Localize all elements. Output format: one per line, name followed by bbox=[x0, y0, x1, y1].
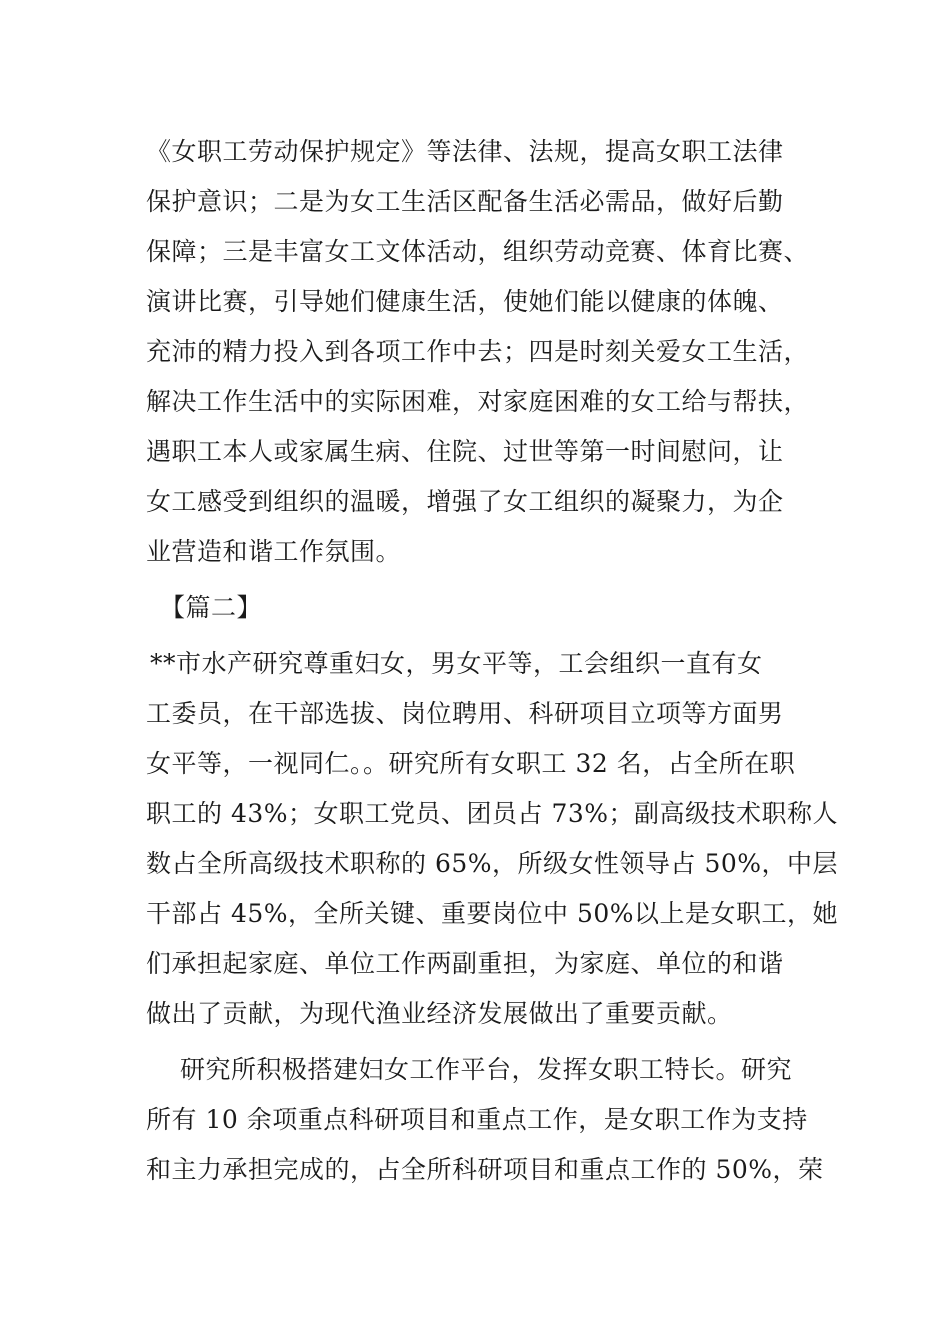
text-line: 女平等，一视同仁。。研究所有女职工 32 名，占全所在职 bbox=[146, 749, 796, 778]
text-line: 保障；三是丰富女工文体活动，组织劳动竞赛、体育比赛、 bbox=[146, 237, 810, 266]
text-line: 演讲比赛，引导她们健康生活，使她们能以健康的体魄、 bbox=[146, 287, 784, 316]
text-line: 和主力承担完成的，占全所科研项目和重点工作的 50%，荣 bbox=[146, 1155, 824, 1184]
text-line: 数占全所高级技术职称的 65%，所级女性领导占 50%，中层 bbox=[146, 849, 839, 878]
text-line: 女工感受到组织的温暖，增强了女工组织的凝聚力，为企 bbox=[146, 487, 784, 516]
text-line: 们承担起家庭、单位工作两副重担，为家庭、单位的和谐 bbox=[146, 949, 784, 978]
text-line: 工委员，在干部选拔、岗位聘用、科研项目立项等方面男 bbox=[146, 699, 784, 728]
text-line: 保护意识；二是为女工生活区配备生活必需品，做好后勤 bbox=[146, 187, 784, 216]
text-line: **市水产研究尊重妇女，男女平等，工会组织一直有女 bbox=[150, 649, 763, 678]
text-line: 遇职工本人或家属生病、住院、过世等第一时间慰问，让 bbox=[146, 437, 784, 466]
text-line: 所有 10 余项重点科研项目和重点工作，是女职工作为支持 bbox=[146, 1105, 808, 1134]
text-line: 《女职工劳动保护规定》等法律、法规，提高女职工法律 bbox=[146, 137, 784, 166]
text-line: 做出了贡献，为现代渔业经济发展做出了重要贡献。 bbox=[146, 999, 733, 1028]
text-line: 业营造和谐工作氛围。 bbox=[146, 537, 402, 566]
text-line: 充沛的精力投入到各项工作中去；四是时刻关爱女工生活， bbox=[146, 337, 810, 366]
section-heading: 【篇二】 bbox=[160, 593, 263, 622]
text-line: 职工的 43%；女职工党员、团员占 73%；副高级技术职称人 bbox=[146, 799, 839, 828]
text-line: 研究所积极搭建妇女工作平台，发挥女职工特长。研究 bbox=[180, 1055, 793, 1084]
text-line: 干部占 45%，全所关键、重要岗位中 50%以上是女职工，她 bbox=[146, 899, 839, 928]
text-line: 解决工作生活中的实际困难，对家庭困难的女工给与帮扶， bbox=[146, 387, 810, 416]
